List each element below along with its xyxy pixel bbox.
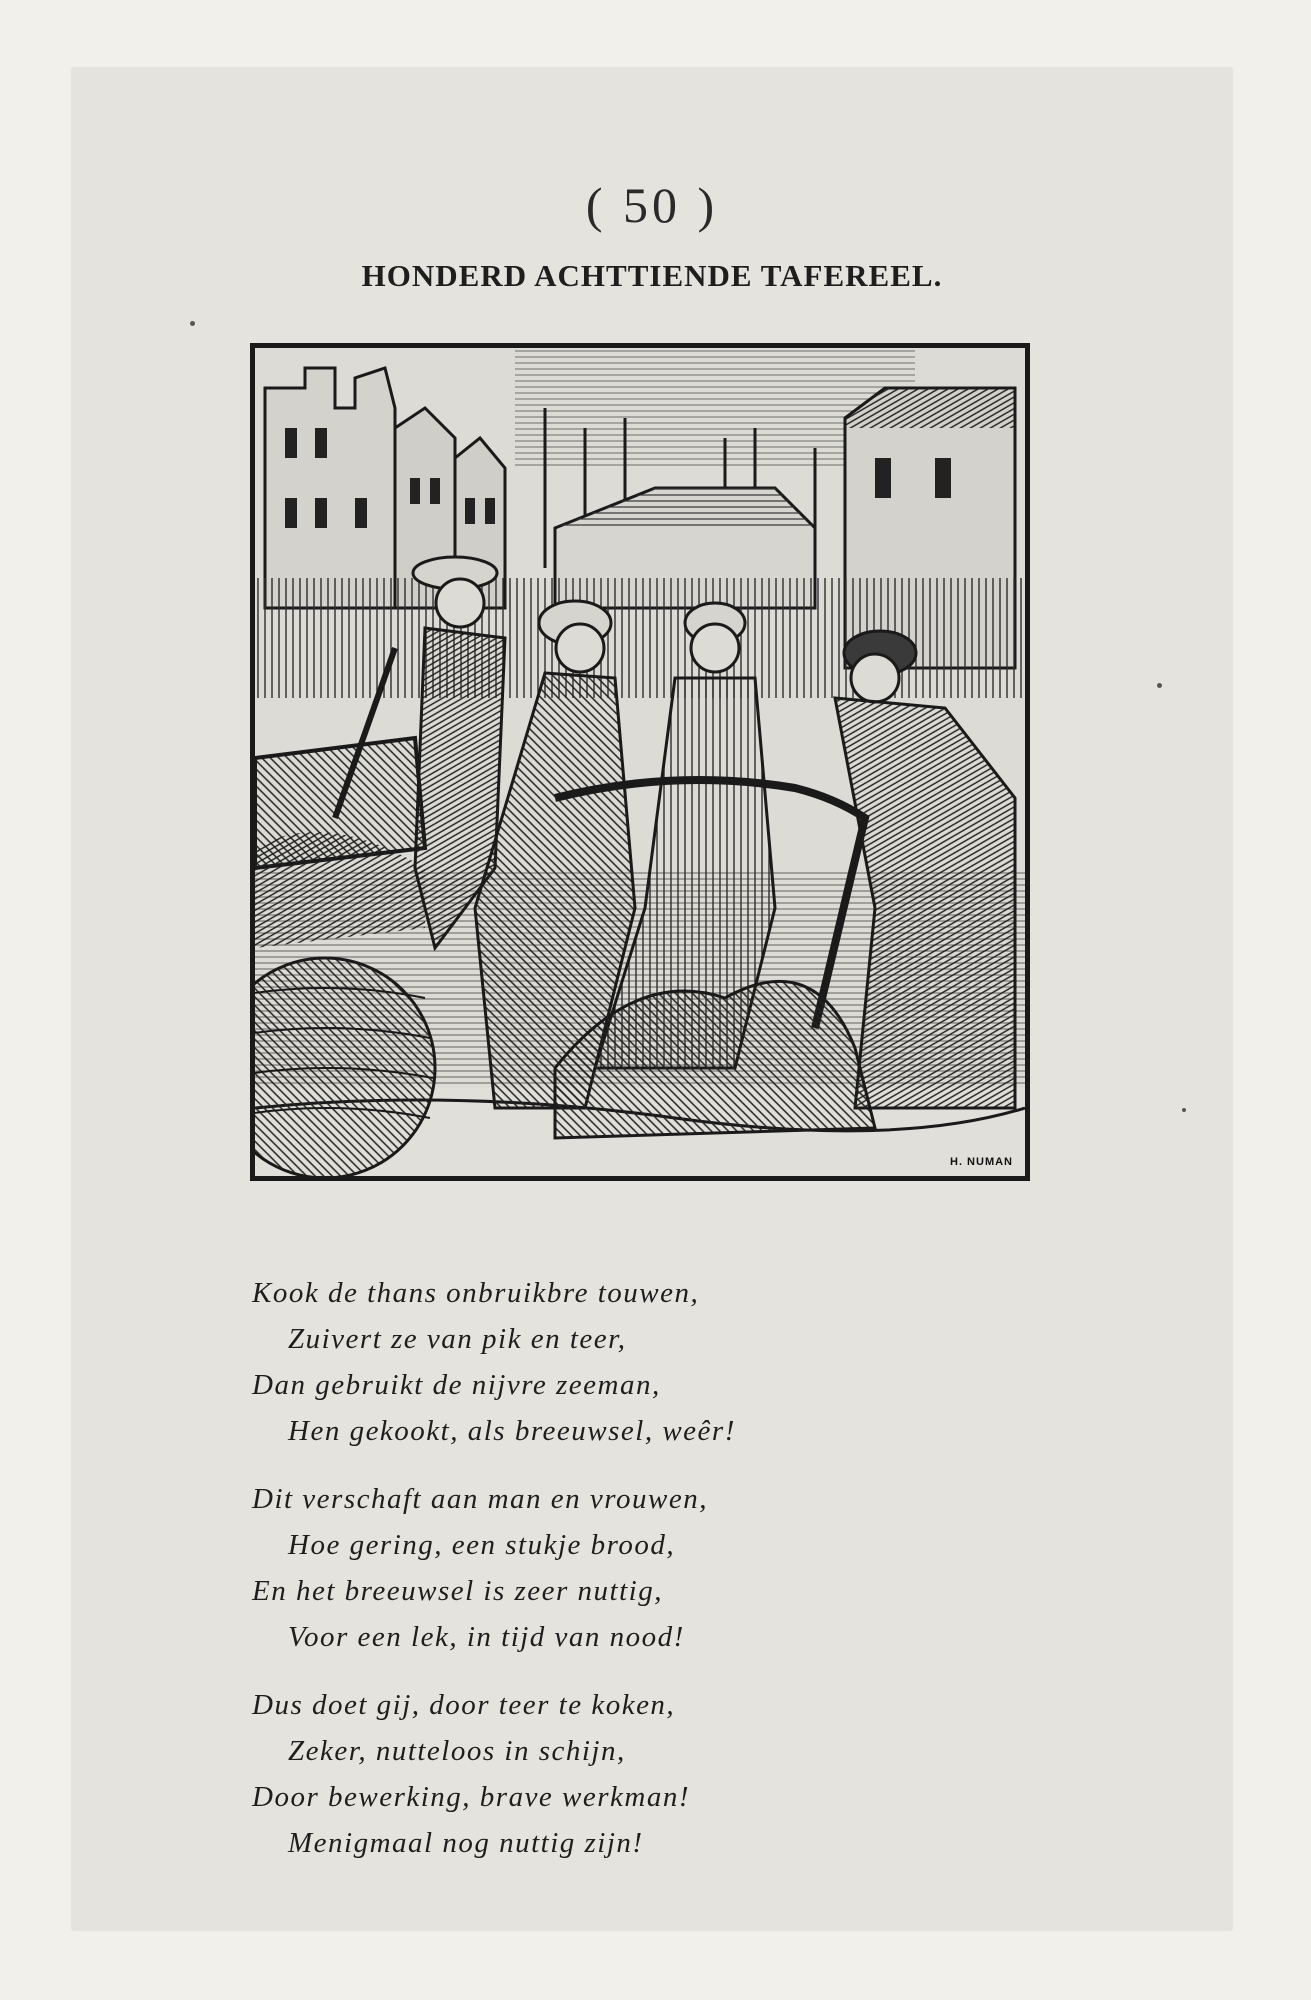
engraver-signature: H. NUMAN [950, 1156, 1013, 1168]
poem-line: Dit verschaft aan man en vrouwen, [252, 1483, 708, 1515]
paper-speck [190, 321, 195, 326]
woodcut-illustration [250, 343, 1030, 1181]
paper-speck [1157, 683, 1162, 688]
poem-line: Menigmaal nog nuttig zijn! [288, 1827, 644, 1859]
poem-line: Zuivert ze van pik en teer, [288, 1323, 627, 1355]
poem-line: Hen gekookt, als breeuwsel, weêr! [288, 1415, 736, 1447]
poem-line: Kook de thans onbruikbre touwen, [252, 1277, 700, 1309]
paper-speck [1182, 1108, 1186, 1112]
poem-line: Voor een lek, in tijd van nood! [288, 1621, 685, 1653]
stanza [252, 1476, 1052, 1660]
poem-line: En het breeuwsel is zeer nuttig, [252, 1575, 663, 1607]
book-page [72, 68, 1232, 1930]
stanza [252, 1270, 1052, 1454]
poem-line: Hoe gering, een stukje brood, [288, 1529, 676, 1561]
poem-line: Dan gebruikt de nijvre zeeman, [252, 1369, 661, 1401]
page-number: ( 50 ) [585, 177, 719, 233]
poem [252, 1270, 1052, 1888]
poem-line: Zeker, nutteloos in schijn, [288, 1735, 626, 1767]
poem-line: Door bewerking, brave werkman! [252, 1781, 691, 1813]
stanza [252, 1682, 1052, 1866]
poem-line: Dus doet gij, door teer te koken, [252, 1689, 676, 1721]
woodcut-rope-workers-icon [255, 348, 1025, 1176]
chapter-title: HONDERD ACHTTIENDE TAFEREEL. [361, 258, 943, 293]
